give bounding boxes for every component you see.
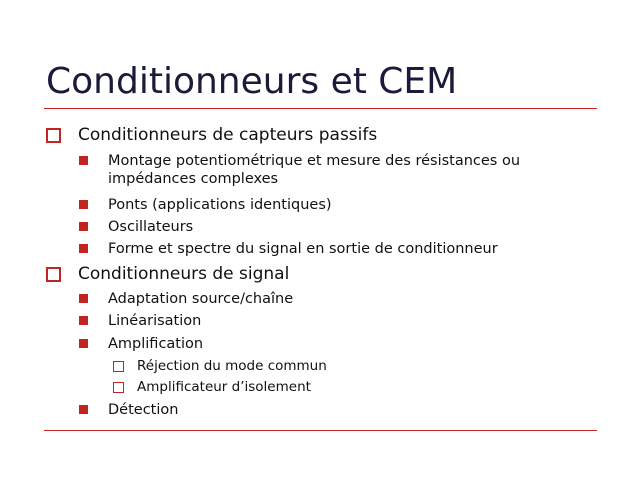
sub-bullet-text: Détection [108, 402, 179, 418]
filled-square-bullet-icon [79, 156, 88, 165]
filled-square-bullet-icon [79, 244, 88, 253]
sub-bullet-text: Oscillateurs [108, 219, 194, 235]
sub-sub-bullet-isolement [113, 379, 311, 396]
sub-bullet-ponts [79, 196, 332, 214]
sub-bullet-detection [79, 401, 178, 419]
hollow-square-bullet-icon [46, 128, 61, 143]
sub-bullet-text-line-1: Montage potentiométrique et mesure des résistances ou [108, 153, 521, 169]
title-divider [44, 108, 597, 109]
sub-bullet-text: Ponts (applications identiques) [108, 197, 332, 213]
bullet-text: Conditionneurs de signal [78, 264, 290, 284]
bullet-conditionneurs-signal [46, 264, 289, 284]
sub-bullet-text: Linéarisation [108, 313, 202, 329]
filled-square-bullet-icon [79, 200, 88, 209]
sub-bullet-montage [79, 152, 520, 188]
filled-square-bullet-icon [79, 222, 88, 231]
sub-bullet-text: Adaptation source/chaîne [108, 291, 294, 307]
sub-bullet-forme-spectre [79, 240, 498, 258]
sub-bullet-amplification [79, 335, 203, 353]
sub-bullet-text-line-2: impédances complexes [108, 171, 279, 187]
hollow-square-bullet-icon [113, 361, 124, 372]
sub-bullet-text: Amplification [108, 336, 204, 352]
footer-divider [44, 430, 597, 431]
sub-sub-bullet-text: Amplificateur d’isolement [137, 379, 311, 395]
sub-bullet-linearisation [79, 312, 201, 330]
filled-square-bullet-icon [79, 294, 88, 303]
filled-square-bullet-icon [79, 339, 88, 348]
filled-square-bullet-icon [79, 405, 88, 414]
sub-sub-bullet-text: Réjection du mode commun [137, 358, 327, 374]
slide-title: Conditionneurs et CEM [46, 61, 458, 102]
hollow-square-bullet-icon [113, 382, 124, 393]
sub-bullet-oscillateurs [79, 218, 193, 236]
sub-bullet-adaptation [79, 290, 293, 308]
hollow-square-bullet-icon [46, 267, 61, 282]
sub-sub-bullet-rejection [113, 358, 327, 375]
bullet-text: Conditionneurs de capteurs passifs [78, 125, 378, 145]
filled-square-bullet-icon [79, 316, 88, 325]
sub-bullet-text: Forme et spectre du signal en sortie de conditionneur [108, 241, 498, 257]
bullet-capteurs-passifs [46, 125, 377, 145]
